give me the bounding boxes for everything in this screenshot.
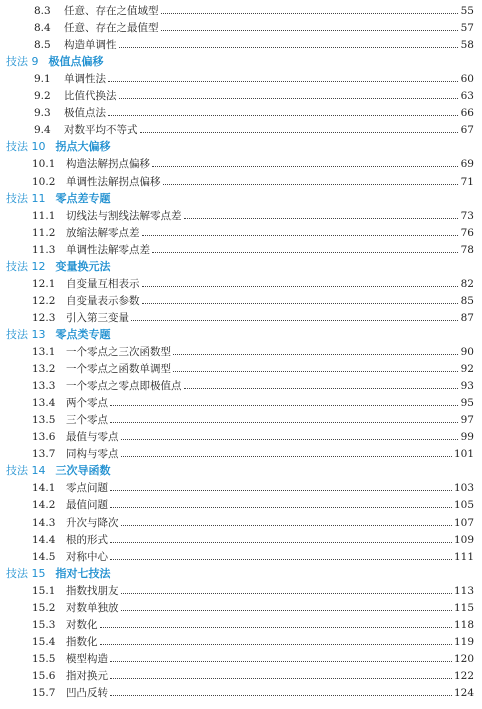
dot-leader	[108, 80, 458, 82]
page-number: 111	[453, 550, 474, 563]
section-number: 15.7	[32, 687, 56, 699]
dot-leader	[142, 285, 459, 287]
section-title: 指数找朋友	[66, 584, 119, 597]
dot-leader	[110, 506, 452, 508]
section-number: 15.4	[32, 635, 56, 648]
chapter-title: 零点类专题	[55, 327, 111, 341]
section-number: 14.2	[32, 499, 56, 512]
section-title: 任意、存在之值域型	[64, 5, 159, 17]
section-number: 8.4	[34, 22, 51, 35]
section-number: 8.3	[34, 5, 51, 17]
section-title: 对数单独放	[66, 601, 119, 614]
dot-leader	[161, 12, 459, 14]
section-title: 引入第三变量	[66, 311, 129, 324]
section-title: 最值问题	[66, 499, 108, 512]
section-number: 11.1	[32, 209, 56, 222]
dot-leader	[110, 660, 452, 662]
dot-leader	[108, 114, 458, 116]
section-number: 15.6	[32, 669, 56, 682]
section-title: 对数平均不等式	[64, 124, 138, 137]
page-number: 113	[453, 584, 474, 597]
chapter-label: 技法 15	[6, 566, 46, 580]
dot-leader	[100, 626, 452, 628]
section-title: 单调性法解拐点偏移	[66, 175, 161, 188]
dot-leader	[163, 183, 459, 185]
page-number: 85	[460, 294, 474, 307]
section-title: 比值代换法	[64, 90, 117, 103]
dot-leader	[121, 524, 452, 526]
section-title: 切线法与割线法解零点差	[66, 209, 182, 222]
section-number: 13.5	[32, 414, 56, 427]
page-number: 87	[460, 311, 474, 324]
page-number: 93	[460, 380, 474, 393]
dot-leader	[110, 558, 452, 560]
section-number: 11.3	[32, 243, 56, 256]
page-number: 82	[460, 277, 474, 290]
section-title: 一个零点之三次函数型	[66, 346, 171, 358]
dot-leader	[152, 251, 458, 253]
section-title: 对数化	[66, 618, 98, 631]
page-number: 69	[460, 158, 474, 171]
section-number: 15.2	[32, 601, 56, 614]
section-title: 放缩法解零点差	[66, 226, 140, 239]
page-number: 78	[460, 243, 474, 256]
chapter-label: 技法 9	[6, 55, 39, 69]
section-title: 自变量表示参数	[66, 294, 140, 307]
chapter-title: 变量换元法	[55, 259, 111, 273]
section-title: 指数化	[66, 635, 98, 648]
section-number: 13.7	[32, 448, 56, 461]
page-number: 92	[460, 363, 474, 376]
page-number: 97	[460, 414, 474, 427]
chapter-title: 零点差专题	[55, 191, 111, 205]
dot-leader	[140, 131, 459, 133]
section-number: 14.1	[32, 482, 56, 495]
dot-leader	[142, 302, 459, 304]
chapter-label: 技法 12	[6, 259, 46, 273]
section-title: 凹凸反转	[66, 687, 108, 699]
section-title: 三个零点	[66, 414, 108, 427]
page-number: 90	[460, 346, 474, 358]
section-number: 11.2	[32, 226, 56, 239]
dot-leader	[131, 319, 458, 321]
dot-leader	[110, 404, 458, 406]
section-number: 13.3	[32, 380, 56, 393]
dot-leader	[100, 643, 452, 645]
section-number: 9.1	[34, 73, 51, 86]
page-number: 63	[460, 90, 474, 103]
dot-leader	[121, 609, 452, 611]
section-title: 同构与零点	[66, 448, 119, 461]
section-number: 9.2	[34, 90, 51, 103]
section-title: 一个零点之函数单调型	[66, 363, 171, 376]
dot-leader	[142, 234, 459, 236]
dot-leader	[121, 455, 452, 457]
section-number: 10.2	[32, 175, 56, 188]
section-title: 构造单调性	[64, 39, 117, 52]
page-number: 73	[460, 209, 474, 222]
section-number: 12.1	[32, 277, 56, 290]
toc-entry[interactable]	[0, 683, 482, 703]
section-number: 12.2	[32, 294, 56, 307]
page-number: 109	[453, 533, 474, 546]
section-number: 12.3	[32, 311, 56, 324]
section-title: 自变量互相表示	[66, 277, 140, 290]
section-title: 单调性法	[64, 73, 106, 86]
section-number: 9.3	[34, 107, 51, 120]
section-title: 构造法解拐点偏移	[66, 158, 150, 171]
chapter-label: 技法 10	[6, 140, 46, 154]
page-number: 76	[460, 226, 474, 239]
section-number: 13.2	[32, 363, 56, 376]
section-title: 模型构造	[66, 652, 108, 665]
section-number: 10.1	[32, 158, 56, 171]
section-title: 一个零点之零点即极值点	[66, 380, 182, 393]
page-number: 60	[460, 73, 474, 86]
dot-leader	[110, 489, 452, 491]
chapter-title: 拐点大偏移	[55, 140, 111, 154]
section-number: 8.5	[34, 39, 51, 52]
chapter-label: 技法 11	[6, 191, 46, 205]
dot-leader	[161, 29, 459, 31]
section-title: 任意、存在之最值型	[64, 22, 159, 35]
section-title: 指对换元	[66, 669, 108, 682]
section-title: 极值点法	[64, 107, 106, 120]
section-number: 15.5	[32, 652, 56, 665]
page-number: 58	[460, 39, 474, 52]
dot-leader	[119, 97, 459, 99]
dot-leader	[184, 217, 459, 219]
page-number: 120	[453, 652, 474, 665]
page-number: 57	[460, 22, 474, 35]
chapter-label: 技法 13	[6, 327, 46, 341]
section-number: 15.3	[32, 618, 56, 631]
page-number: 66	[460, 107, 474, 120]
section-title: 最值与零点	[66, 431, 119, 444]
page-number: 71	[460, 175, 474, 188]
chapter-title: 指对七技法	[55, 566, 111, 580]
section-title: 对称中心	[66, 550, 108, 563]
page-number: 119	[453, 635, 474, 648]
page-number: 99	[460, 431, 474, 444]
section-number: 9.4	[34, 124, 51, 137]
chapter-title: 三次导函数	[55, 464, 111, 478]
section-number: 13.6	[32, 431, 56, 444]
section-title: 升次与降次	[66, 516, 119, 529]
page-number: 107	[453, 516, 474, 529]
page-number: 122	[453, 669, 474, 682]
section-title: 两个零点	[66, 397, 108, 410]
section-number: 13.1	[32, 346, 56, 358]
dot-leader	[121, 592, 452, 594]
chapter-label: 技法 14	[6, 464, 46, 478]
dot-leader	[110, 541, 452, 543]
page-number: 101	[453, 448, 474, 461]
section-number: 14.5	[32, 550, 56, 563]
dot-leader	[110, 694, 452, 696]
section-title: 零点问题	[66, 482, 108, 495]
section-number: 14.4	[32, 533, 56, 546]
dot-leader	[110, 677, 452, 679]
page-number: 105	[453, 499, 474, 512]
dot-leader	[119, 46, 459, 48]
section-number: 15.1	[32, 584, 56, 597]
dot-leader	[152, 165, 458, 167]
section-title: 单调性法解零点差	[66, 243, 150, 256]
page-number: 103	[453, 482, 474, 495]
dot-leader	[173, 370, 458, 372]
page-number: 115	[453, 601, 474, 614]
page-number: 118	[453, 618, 474, 631]
dot-leader	[121, 438, 459, 440]
page-number: 55	[460, 5, 474, 17]
page-number: 67	[460, 124, 474, 137]
dot-leader	[173, 353, 458, 355]
chapter-title: 极值点偏移	[48, 55, 104, 69]
section-number: 13.4	[32, 397, 56, 410]
page-number: 95	[460, 397, 474, 410]
page-number: 124	[453, 687, 474, 699]
section-number: 14.3	[32, 516, 56, 529]
section-title: 根的形式	[66, 533, 108, 546]
dot-leader	[110, 421, 458, 423]
dot-leader	[184, 387, 459, 389]
